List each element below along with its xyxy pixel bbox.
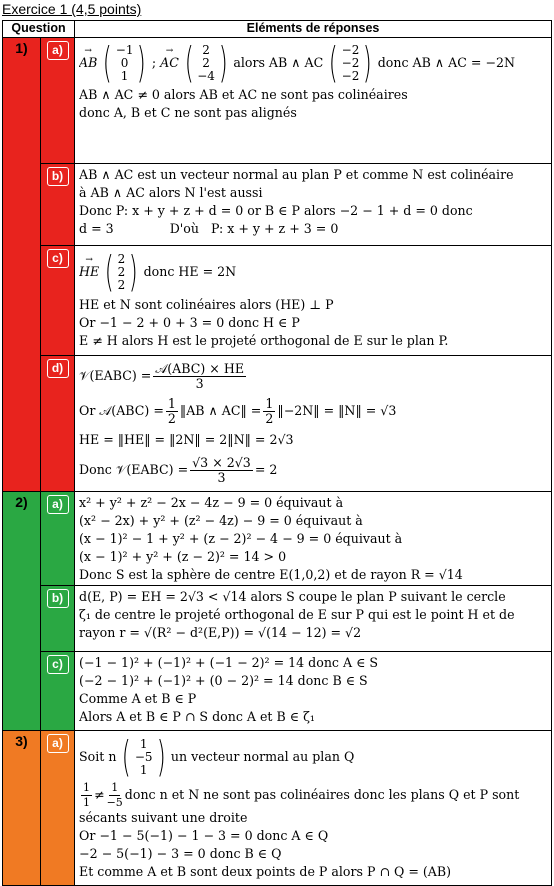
q1c-row: [3, 246, 552, 356]
q1c-line: E ≠ H alors H est le projeté orthogonal de E sur le plan P.: [79, 333, 449, 348]
q1a-row: [3, 38, 552, 164]
he-x: 2: [117, 251, 126, 266]
q1b-line: Donc P: x + y + z + d = 0 or B ∈ P alors −2 − 1 + d = 0 donc: [79, 203, 473, 218]
q1b-label-cell: [41, 164, 75, 246]
cross-product-result: donc AB ∧ AC = −2N: [377, 55, 515, 70]
volume-formula-line: [79, 358, 547, 394]
cross-product-matrix: ( −2 −2 −2 ): [328, 40, 373, 86]
res-y: −2: [341, 55, 360, 70]
q2c-line: (−1 − 1)² + (−1)² + (−1 − 2)² = 14 donc A ∈ S: [79, 655, 379, 670]
q2a-label: a): [47, 495, 69, 514]
q1c-label: c): [47, 249, 69, 268]
q2a-line: x² + y² + z² − 2x − 4z − 9 = 0 équivaut à: [79, 495, 344, 510]
q3a-label: a): [47, 734, 69, 753]
q2a-line: Donc S est la sphère de centre E(1,0,2) et de rayon R = √14: [79, 567, 463, 582]
q1d-row: [3, 356, 552, 492]
res-z: −2: [341, 68, 360, 83]
q2a-line: (x² − 2x) + y² + (z² − 4z) − 9 = 0 équivaut à: [79, 513, 363, 528]
ab-y: 0: [120, 55, 129, 70]
q2c-line: Comme A et B ∈ P: [79, 691, 197, 706]
n-x: 1: [139, 736, 148, 751]
frac2-num: 1: [111, 781, 119, 794]
answers-table: [2, 20, 552, 886]
q1b-row: [3, 164, 552, 246]
q1a-label-cell: [41, 38, 75, 164]
q1c-label-cell: [41, 246, 75, 356]
ac-matrix: ( 2 2 −4 ): [184, 40, 228, 86]
he-result: donc HE = 2N: [143, 264, 237, 279]
ac-x: 2: [202, 42, 210, 57]
q3a-label-cell: [41, 731, 75, 886]
he-matrix: ( 2 2 2 ): [104, 248, 138, 296]
q2b-label: b): [47, 589, 69, 608]
area-mid2: ‖−2N‖ = ‖N‖ = √3: [277, 403, 397, 418]
area-pre: Or 𝒜(ABC) =: [79, 403, 164, 418]
area-line: [79, 394, 547, 428]
q1b-line: d = 3 D'où P: x + y + z + 3 = 0: [79, 221, 339, 236]
q2b-line: ζ₁ de centre le projeté orthogonal de E sur P qui est le point H et de: [79, 607, 515, 622]
frac1-den: 1: [83, 795, 91, 809]
half-num: 1: [265, 395, 274, 411]
non-colinear-line: [79, 781, 547, 809]
frac-1-1: [81, 781, 92, 809]
volume-lhs: 𝒱(EABC) =: [79, 368, 152, 383]
q1c-answer: [75, 246, 552, 356]
exercise-title: Exercice 1 (4,5 points): [2, 1, 142, 17]
answers-header: Eléments de réponses: [75, 21, 552, 38]
q2a-label-cell: [41, 492, 75, 586]
q3a-line: sécants suivant une droite: [79, 810, 248, 825]
q2a-answer: [75, 492, 552, 586]
header-row: [3, 21, 552, 38]
q1d-label: d): [47, 359, 69, 378]
q2a-row: [3, 492, 552, 586]
q1a-answer: [75, 38, 552, 164]
non-colinear-text: donc n et N ne sont pas colinéaires donc les plans Q et P sont: [124, 787, 520, 802]
volume-result-den: 3: [217, 469, 226, 485]
half-den: 2: [167, 410, 176, 426]
he-vector-label: → HE: [79, 263, 99, 281]
volume-den: 3: [195, 375, 204, 391]
q2a-line: (x − 1)² + y² + (z − 2)² = 14 > 0: [79, 549, 287, 564]
q1d-label-cell: [41, 356, 75, 492]
q2b-label-cell: [41, 586, 75, 652]
q3a-answer: [75, 731, 552, 886]
q1b-line: à AB ∧ AC alors N l'est aussi: [79, 185, 263, 200]
q1c-line: Or −1 − 2 + 0 + 3 = 0 donc H ∈ P: [79, 315, 300, 330]
ab-matrix: ( −1 0 1 ): [103, 40, 147, 86]
q2c-line: (−2 − 1)² + (−1)² + (0 − 2)² = 14 donc B ∈ S: [79, 673, 368, 688]
half-num: 1: [167, 395, 176, 411]
q2b-line: rayon r = √(R² − d²(E,P)) = √(14 − 12) = √2: [79, 625, 362, 640]
q1-number: 1): [3, 38, 41, 492]
ac-vector-label: → AC: [160, 54, 179, 72]
cross-product-text: alors AB ∧ AC: [233, 55, 324, 70]
q2b-answer: [75, 586, 552, 652]
volume-fraction: [153, 362, 246, 391]
ab-vector-label: → AB: [79, 54, 97, 72]
n-y: −5: [134, 749, 153, 764]
n-vector-line: [79, 733, 547, 781]
q2c-line: Alors A et B ∈ P ∩ S donc A et B ∈ ζ₁: [79, 709, 315, 724]
q3-number: 3): [3, 731, 41, 886]
q3a-line: Or −1 − 5(−1) − 1 − 3 = 0 donc A ∈ Q: [79, 828, 329, 843]
ab-z: 1: [120, 68, 129, 83]
q2c-label: c): [47, 655, 69, 674]
q1a-vectors-line: [79, 40, 547, 86]
q1a-label: a): [47, 41, 69, 60]
volume-result-pre: Donc 𝒱(EABC) =: [79, 462, 189, 477]
vector-separator: ;: [151, 55, 161, 70]
he-z: 2: [117, 277, 126, 292]
volume-result-num: √3 × 2√3: [192, 454, 251, 470]
q1b-answer: [75, 164, 552, 246]
n-vector-pre: Soit n: [79, 749, 117, 764]
volume-result-post: = 2: [254, 462, 278, 477]
half-fraction-2: [263, 397, 275, 426]
res-x: −2: [341, 42, 360, 57]
q2-number: 2): [3, 492, 41, 731]
q2c-label-cell: [41, 652, 75, 731]
n-vector-tail: un vecteur normal au plan Q: [170, 749, 355, 764]
q3a-row: [3, 731, 552, 886]
q1b-line: AB ∧ AC est un vecteur normal au plan P et comme N est colinéaire: [79, 167, 514, 182]
frac-1-m5: [107, 781, 123, 809]
q1d-answer: [75, 356, 552, 492]
q1c-line: HE et N sont colinéaires alors (HE) ⊥ P: [79, 297, 334, 312]
neq-sign: ≠: [94, 787, 105, 802]
q1b-label: b): [47, 167, 69, 186]
half-fraction-1: [166, 397, 178, 426]
volume-num: 𝒜(ABC) × HE: [155, 360, 245, 376]
half-den: 2: [265, 410, 274, 426]
q2c-row: [3, 652, 552, 731]
q3a-line: −2 − 5(−1) − 3 = 0 donc B ∈ Q: [79, 846, 282, 861]
ab-x: −1: [115, 42, 134, 57]
q2b-row: [3, 586, 552, 652]
n-matrix: ( 1 −5 1 ): [122, 733, 166, 781]
question-header: Question: [3, 21, 75, 38]
q3a-line: Et comme A et B sont deux points de P alors P ∩ Q = (AB): [79, 864, 452, 879]
q1a-line: donc A, B et C ne sont pas alignés: [79, 105, 297, 120]
volume-result-fraction: [190, 456, 253, 485]
he-y: 2: [117, 264, 126, 279]
q2c-answer: [75, 652, 552, 731]
n-z: 1: [139, 762, 148, 777]
area-mid1: ‖AB ∧ AC‖ =: [179, 403, 262, 418]
q2a-line: (x − 1)² − 1 + y² + (z − 2)² − 4 − 9 = 0 équivaut à: [79, 531, 403, 546]
q1a-line: AB ∧ AC ≠ 0 alors AB et AC ne sont pas colinéaires: [79, 87, 408, 102]
frac2-den: −5: [106, 795, 123, 809]
frac1-num: 1: [83, 781, 91, 794]
q2b-line: d(E, P) = EH = 2√3 < √14 alors S coupe le plan P suivant le cercle: [79, 589, 506, 604]
volume-result-line: [79, 452, 547, 488]
q1c-he-line: [79, 248, 547, 296]
he-norm-line: HE = ‖HE‖ = ‖2N‖ = 2‖N‖ = 2√3: [79, 432, 294, 447]
ac-z: −4: [197, 68, 215, 83]
ac-y: 2: [202, 55, 210, 70]
